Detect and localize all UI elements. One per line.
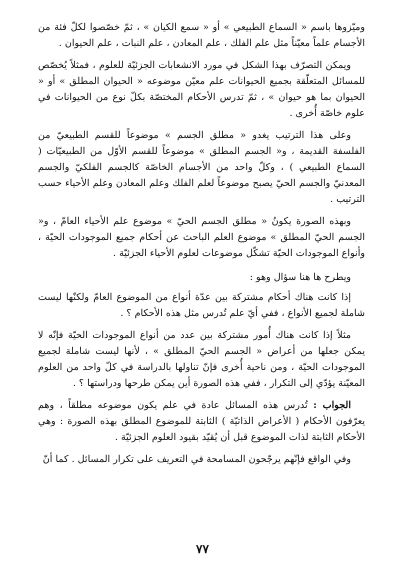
paragraph-4: وبهذه الصورة يكونُ « مطلق الجسم الحيّ » موضوع علم الأحياء العامّ ، و« الجسم الحيّ المطلق » موضوع العلم الباحث عن أحكام جميع الموجودات الحيّة ، وأنواع الموجودات الحيّة تشكّل موضوعات لعلوم الأحياء الجزئيّة . <box>38 216 365 259</box>
paragraph-2: ويمكن التصرّف بهذا الشكل في مورد الانشعابات الجزئيّة للعلوم ، فمثلاً يُخصّص للمسائل المتعلّقة بجميع الحيوانات علم معيّن موضوعه « الحيوان المطلق » أو « الحيوان بما هو حيوان » ، ثمّ تدرس الأحكام المختصّة بكلّ نوع من الحيوانات في علوم خاصّة أُخرى . <box>38 60 365 119</box>
answer-text: تُدرس هذه المسائل عادة في علم يكون موضوعه مطلقاً ، وهم يعرّفون الأحكام ( الأعراض الذاتيّة ) الثابتة للموضوع المطلق بهذه الصورة : وهي الأحكام الثابتة لذات الموضوع قبل أن يُقيّد بقيود العلوم الجزئيّة . <box>38 400 365 443</box>
paragraph-1: وميّزوها باسم « السماع الطبيعي » أو « سمع الكيان » ، ثمّ خصّصوا لكلّ فئة من الأجسام علماً معيّناً مثل علم الفلك ، علم المعادن ، علم النبات ، علم الحيوان . <box>38 22 365 49</box>
answer-paragraph <box>38 398 365 446</box>
paragraph-3: وعلى هذا الترتيب يغدو « مطلق الجسم » موضوعاً للقسم الطبيعيّ من الفلسفة القديمة ، و« الجسم المطلق » موضوعاً للقسم الأوّل من الطبيعيّات ( السماع الطبيعي ) ، وكلّ واحد من الأجسام الخاصّة كالجسم الفلكيّ والجسم المعدنيّ والجسم الحيّ يصبح موضوعاً لعلم الفلك وعلم المعادن وعلم الأحياء حسب الترتيب . <box>38 130 365 205</box>
page-number: ٧٧ <box>196 542 209 556</box>
answer-label: الجواب : <box>313 400 352 411</box>
question-intro: ويطرح ها هنا سؤال وهو : <box>249 272 351 283</box>
page-body <box>38 20 365 474</box>
question-paragraph-1: إذا كانت هناك أحكام مشتركة بين عدّة أنواع من الموضوع العامّ ولكنّها ليست شاملة لجميع الأنواع ، ففي أيّ علم تُدرس مثل هذه الأحكام ؟ . <box>38 292 365 319</box>
question-paragraph-2: مثلاً إذا كانت هناك أُمور مشتركة بين عدد من أنواع الموجودات الحيّة فإنّه لا يمكن جعلها من أعراض « الجسم الحيّ المطلق » ، لأنها ليست شاملة لجميع الموجودات الحيّة ، ومن ناحية أُخرى فإنّ تناولها بالدراسة في كلّ واحد من العلوم المعيّنة يؤدّي إلى التكرار ، ففي هذه الصورة أين يمكن طرحها ودراستها ؟ . <box>38 330 365 389</box>
last-paragraph: وفي الواقع فإنّهم يرجّحون المسامحة في التعريف على تكرار المسائل . كما أنّ <box>42 454 351 465</box>
